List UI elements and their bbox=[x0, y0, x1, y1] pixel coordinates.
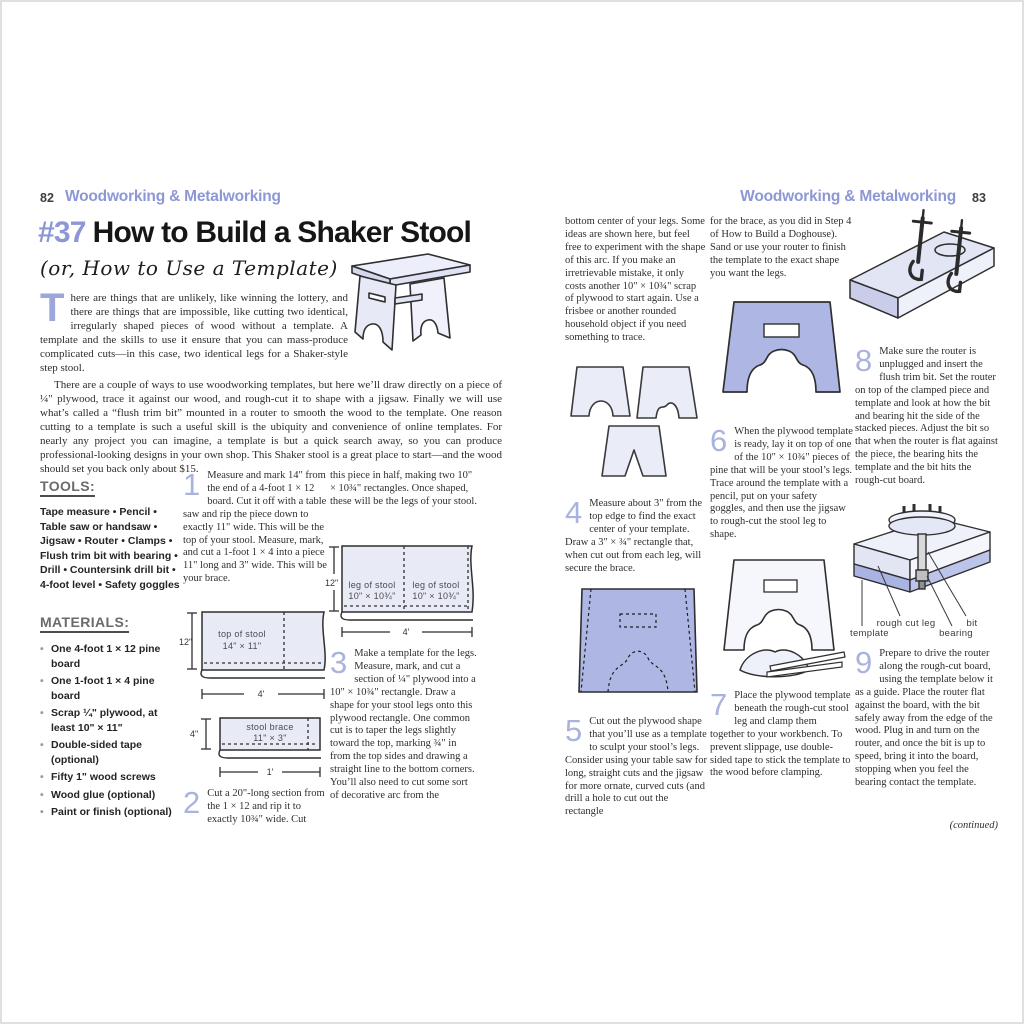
clamped-workbench-illustration bbox=[846, 206, 996, 340]
step-3-continuation: bottom center of your legs. Some ideas are shown here, but feel free to experiment with the shape of this arc. If you make an irretrievable mistake, it only costs another 10" × 10¾" scrap of plywood to start again. Use a frisbee or another rounded household object if you need something to trace. bbox=[565, 216, 706, 344]
material-item: • Paint or finish (optional) bbox=[40, 805, 184, 820]
step-1 bbox=[183, 467, 330, 586]
shaker-stool-illustration bbox=[338, 250, 478, 362]
step-9-text: Prepare to drive the router along the rough-cut board, using the template below it as a guide. Place the router flat against the board, with the bit safely away from the edge of the wood. Plug in and turn on the router, and once the bit is up to speed, bring it into the board, stopping when you feel the bearing contact the template. bbox=[855, 648, 993, 789]
step-6-text: When the plywood template is ready, lay it on top of one of the 10" × 10¾" pieces of pine that will be your stool’s legs. Trace around the template with a pencil, put on your safety goggles, and then use the jigsaw to rough-cut the stool leg to shape. bbox=[710, 426, 853, 541]
step-3-text: Make a template for the legs. Measure, mark, and cut a section of ¼" plywood into a 10" × 10¾" rectangle. Draw a shape for your stool legs onto this plywood rectangle. One common cut is to taper the legs slightly toward the top, marking ¾" in from the top sides and drawing a straight line to the bottom corners. You’ll also need to cut some sort of decorative arc from the bbox=[330, 648, 477, 801]
diagram-size-label: 14" × 11" bbox=[222, 641, 262, 651]
article-number: #37 bbox=[38, 216, 86, 249]
intro-paragraph-2: There are a couple of ways to use woodworking templates, but here we’ll draw directly on a piece of ¼" plywood, trace it against our wood, and rough-cut it to shape with a jigsaw. Finally we will use what’s called a “flush trim bit” mounted in a router to smooth the wood to the template. One reason cutting to a template is such a useful skill is the ubiquity and convenience of online templates. For nearly any project you can imagine, a template is but a quick search away, so you can produce professional-looking designs in your own shop. This Shaker stool is a great place to start—and the wood should set you back only about $15. bbox=[40, 379, 502, 475]
left-page-number: 82 bbox=[40, 191, 54, 205]
material-item: • One 1-foot 1 × 4 pine board bbox=[40, 674, 184, 703]
material-item: • Fifty 1" wood screws bbox=[40, 770, 184, 785]
router-label-bit: bit bbox=[966, 618, 978, 629]
step-5-text: Cut out the plywood shape that you’ll use as a template to sculpt your stool’s legs. Consider using your table saw for long, straight cuts and the jigsaw for more ornate, curved cuts (and drill a hole to cut out the rectangle bbox=[565, 716, 708, 818]
leg-of-stool-diagram bbox=[324, 538, 478, 638]
article-title-text: How to Build a Shaker Stool bbox=[92, 216, 472, 249]
top-of-stool-diagram bbox=[178, 604, 332, 704]
step-9 bbox=[855, 645, 998, 790]
diagram-dim-bottom: 4' bbox=[402, 627, 410, 637]
step-2-continuation: this piece in half, making two 10" × 10¾" rectangles. Once shaped, these will be the legs of your stool. bbox=[330, 470, 477, 507]
traced-leg-illustration bbox=[712, 558, 850, 684]
step-2-number: 2 bbox=[183, 785, 201, 820]
diagram-dim-bottom: 1' bbox=[266, 767, 274, 777]
finished-template-illustration bbox=[718, 298, 846, 398]
diagram-dim-left: 4" bbox=[190, 729, 199, 739]
tools-list: Tape measure • Pencil • Table saw or handsaw • Jigsaw • Router • Clamps • Flush trim bit with bearing • Drill • Countersink drill bit • 4-foot level • Safety goggles bbox=[40, 506, 180, 591]
stool-brace-diagram bbox=[178, 710, 332, 784]
diagram-label: leg of stool bbox=[348, 580, 396, 590]
material-item: • Scrap ¼" plywood, at least 10" × 11" bbox=[40, 706, 184, 735]
leg-arc-ideas-illustration bbox=[568, 364, 704, 480]
router-label-template: template bbox=[850, 628, 889, 639]
diagram-dim-left: 12" bbox=[179, 637, 193, 647]
step-6 bbox=[710, 423, 853, 542]
step-5-number: 5 bbox=[565, 713, 583, 748]
step-7-number: 7 bbox=[710, 687, 728, 722]
step-4 bbox=[565, 495, 708, 575]
article-subtitle: (or, How to Use a Template) bbox=[40, 256, 338, 280]
step-1-number: 1 bbox=[183, 467, 201, 502]
diagram-label: leg of stool bbox=[412, 580, 460, 590]
intro-paragraph-1-text: here are things that are unlikely, like winning the lottery, and there are things that are impossible, like cutting two identical, irregularly shaped pieces of wood without a template. A template and the skills to use it ensure that you can mass-produce complicated cuts—in this case, two identical legs for a Shaker-style step stool. bbox=[40, 292, 348, 374]
continued-note: (continued) bbox=[949, 820, 998, 831]
step-3-number: 3 bbox=[330, 645, 348, 680]
materials-heading: MATERIALS: bbox=[40, 614, 129, 633]
step-2-text: Cut a 20"-long section from the 1 × 12 and rip it to exactly 10¾" wide. Cut bbox=[207, 788, 325, 825]
drop-cap: T bbox=[40, 286, 65, 330]
step-9-number: 9 bbox=[855, 645, 873, 680]
left-running-header: Woodworking & Metalworking bbox=[65, 188, 281, 205]
diagram-size-label: 10" × 10¾" bbox=[348, 591, 396, 601]
diagram-dim-left: 12" bbox=[325, 578, 339, 588]
diagram-size-label: 10" × 10¾" bbox=[412, 591, 460, 601]
material-item: • One 4-foot 1 × 12 pine board bbox=[40, 642, 184, 671]
router-label-bearing: bearing bbox=[939, 628, 973, 639]
intro-paragraph-1 bbox=[40, 286, 348, 375]
step-3 bbox=[330, 645, 478, 803]
router-label-rough-cut-leg: rough cut leg bbox=[876, 618, 936, 629]
step-4-text: Measure about 3" from the top edge to find the exact center of your template. Draw a 3" × ¾" rectangle that, when cut out from each leg, will secure the brace. bbox=[565, 498, 703, 574]
step-1-text: Measure and mark 14" from the end of a 4-foot 1 × 12 board. Cut it off with a table saw and rip the piece down to exactly 11" wide. This will be the top of your stool. Measure, mark, and cut a 1-foot 1 × 4 into a piece 11" long and 3" wide. This will be your brace. bbox=[183, 470, 327, 585]
diagram-size-label: 11" × 3" bbox=[253, 733, 287, 743]
step-5 bbox=[565, 713, 708, 819]
article-title bbox=[38, 216, 471, 250]
step-8-text: Make sure the router is unplugged and insert the flush trim bit. Set the router on top of the clamped piece and template and look at how the bit and bearing hit the side of the stacked pieces. Adjust the bit so that when the router is flat against the piece, the bearing hits the template and the bit hits the rough-cut board. bbox=[855, 346, 998, 487]
material-item: • Double-sided tape (optional) bbox=[40, 738, 184, 767]
material-item: • Wood glue (optional) bbox=[40, 788, 184, 803]
diagram-label: top of stool bbox=[218, 629, 266, 639]
step-7-text: Place the plywood template beneath the rough-cut stool leg and clamp them together to your workbench. To prevent slippage, use double-sided tape to stick the template to the wood before clamping. bbox=[710, 690, 851, 779]
tools-heading: TOOLS: bbox=[40, 478, 95, 497]
step-7 bbox=[710, 687, 853, 780]
marked-template-diagram bbox=[576, 586, 700, 696]
step-2 bbox=[183, 785, 330, 827]
step-8 bbox=[855, 343, 998, 488]
right-running-header: Woodworking & Metalworking bbox=[740, 188, 956, 205]
right-page-number: 83 bbox=[972, 191, 986, 205]
diagram-label: stool brace bbox=[246, 722, 294, 732]
step-8-number: 8 bbox=[855, 343, 873, 378]
diagram-dim-bottom: 4' bbox=[257, 689, 265, 699]
materials-list bbox=[40, 642, 184, 823]
step-5-continuation: for the brace, as you did in Step 4 of How to Build a Doghouse). Sand or use your router to finish the template to the exact shape you want the legs. bbox=[710, 216, 852, 279]
step-4-number: 4 bbox=[565, 495, 583, 530]
step-6-number: 6 bbox=[710, 423, 728, 458]
router-bit-diagram bbox=[848, 504, 998, 642]
